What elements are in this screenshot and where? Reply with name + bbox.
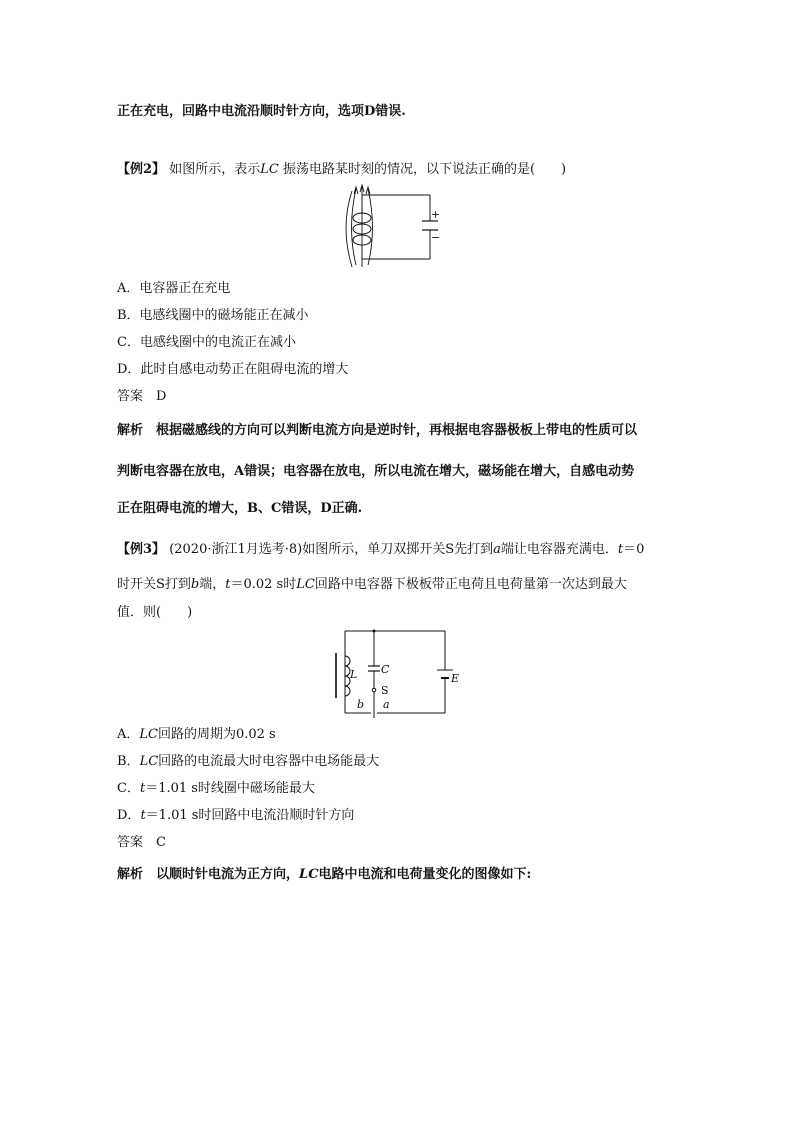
example3-stem-line-2 <box>117 576 627 594</box>
example3-label-b: b <box>357 698 365 711</box>
example2-analysis-label: 解析 <box>117 423 144 438</box>
example3-option-d-t: t <box>140 808 146 823</box>
example2-analysis-text-1: 根据磁感线的方向可以判断电流方向是逆时针，再根据电容器极板上带电的性质可以 <box>156 423 638 438</box>
example2-stem <box>117 161 566 179</box>
example3-option-c <box>117 780 315 798</box>
example3-option-b-post: 回路的电流最大时电容器中电场能最大 <box>158 754 380 769</box>
example2-option-c: C．电感线圈中的电流正在减小 <box>117 335 296 350</box>
example3-l1-var-a: a <box>493 542 501 557</box>
example3-option-d-pre: D． <box>117 808 141 823</box>
example3-l1-b: 端让电容器充满电． <box>500 542 618 557</box>
example3-option-a-pre: A． <box>117 727 140 742</box>
example3-l2-var-b: b <box>190 577 200 592</box>
example3-analysis-pre: 以顺时针电流为正方向， <box>156 867 300 882</box>
example3-l2-lc: LC <box>296 577 315 592</box>
example3-label-E: E <box>451 672 460 685</box>
example2-option-d: D．此时自感电动势正在阻碍电流的增大 <box>117 362 349 377</box>
example3-stem-line-3: 值．则( ) <box>117 605 193 620</box>
example3-l2-d: ＝0.02 s时 <box>230 577 297 592</box>
example3-analysis-label: 解析 <box>117 867 144 882</box>
example2-answer-label: 答案 <box>117 389 144 404</box>
example2-tag: 【例2】 <box>117 162 166 177</box>
example3-tag: 【例3】 <box>117 542 166 557</box>
example3-option-c-t: t <box>139 781 146 796</box>
example2-option-a: A．电容器正在充电 <box>117 281 231 296</box>
example3-stem-line-1 <box>117 541 644 559</box>
example3-answer-value: C <box>156 835 166 850</box>
example3-option-c-pre: C． <box>117 781 140 796</box>
example2-answer-value: D <box>156 389 167 404</box>
example3-option-d-post: ＝1.01 s时回路中电流沿顺时针方向 <box>145 808 355 823</box>
example3-l1-t: t <box>617 542 624 557</box>
example3-l2-t: t <box>225 577 231 592</box>
example2-lc-circuit-figure <box>342 185 472 275</box>
example2-answer <box>117 388 166 406</box>
example2-analysis-line-1 <box>117 422 637 440</box>
example3-analysis-post: 电路中电流和电荷量变化的图像如下: <box>318 867 532 882</box>
example3-label-C: C <box>381 663 390 676</box>
example3-label-L: L <box>350 668 358 681</box>
example3-option-b <box>117 753 379 771</box>
example3-answer-label: 答案 <box>117 835 144 850</box>
example3-l2-c: 端， <box>199 577 226 592</box>
example3-analysis <box>117 866 531 884</box>
example3-switch-circuit-figure <box>333 628 463 720</box>
example3-option-a-lc: LC <box>139 727 158 742</box>
example2-plus-sign: + <box>431 208 441 221</box>
example2-analysis-line-3: 正在阻碍电流的增大，B、C错误，D正确. <box>117 501 363 516</box>
example2-stem-post: 振荡电路某时刻的情况，以下说法正确的是( ) <box>282 162 567 177</box>
example3-l2-e: 回路中电容器下极板带正电荷且电荷量第一次达到最大 <box>314 577 627 592</box>
example3-l2-a: 时开关S打到 <box>117 577 191 592</box>
example3-option-d <box>117 807 354 825</box>
example2-analysis-line-2: 判断电容器在放电，A错误；电容器在放电，所以电流在增大，磁场能在增大，自感电动势 <box>117 464 635 479</box>
example2-stem-lc: LC <box>260 162 279 177</box>
example3-label-S: S <box>381 684 389 697</box>
example2-minus-sign: − <box>431 231 441 244</box>
example3-analysis-lc: LC <box>299 867 319 882</box>
example3-option-a <box>117 726 276 744</box>
example2-option-b: B．电感线圈中的磁场能正在减小 <box>117 308 309 323</box>
example3-answer <box>117 834 166 852</box>
example3-option-b-pre: B． <box>117 754 140 769</box>
example3-option-c-post: ＝1.01 s时线圈中磁场能最大 <box>145 781 315 796</box>
example3-option-a-post: 回路的周期为0.02 s <box>157 727 276 742</box>
example3-l1-a: (2020·浙江1月选考·8)如图所示，单刀双掷开关S先打到 <box>169 542 494 557</box>
continuation-text: 正在充电，回路中电流沿顺时针方向，选项D错误. <box>117 104 406 119</box>
example2-stem-pre: 如图所示，表示 <box>169 162 261 177</box>
example3-option-b-lc: LC <box>139 754 159 769</box>
example3-l1-c: ＝0 <box>623 542 645 557</box>
example3-label-a: a <box>383 698 390 711</box>
